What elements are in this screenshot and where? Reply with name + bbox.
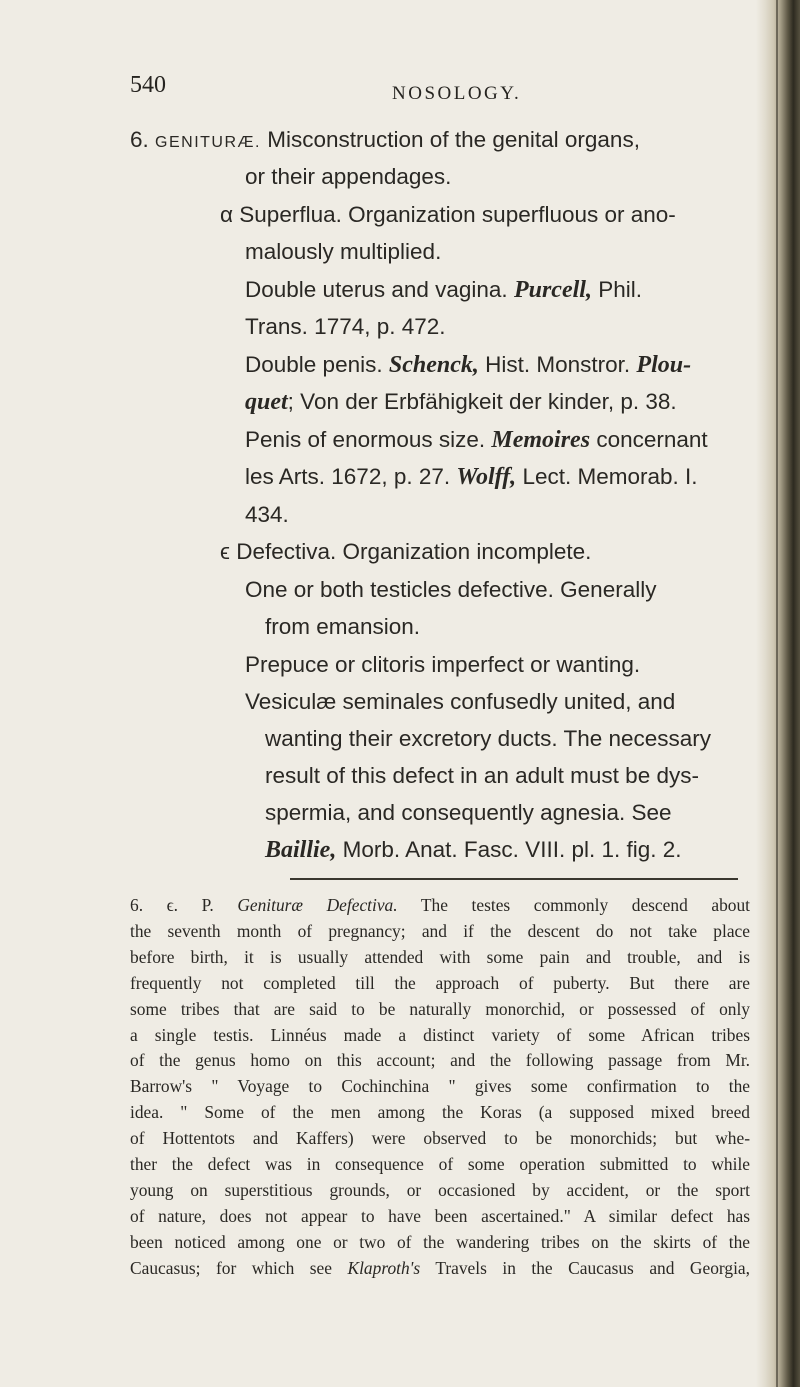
running-head: NOSOLOGY.: [392, 83, 522, 104]
footnote-line: [130, 1256, 750, 1282]
footnote-line: [130, 893, 750, 919]
entry-double-uterus-line-2: Trans. 1774, p. 472.: [245, 314, 446, 339]
entry-vesiculae-line-3: result of this defect in an adult must be dys-: [265, 763, 699, 788]
footnote-author: Klaproth's: [347, 1257, 421, 1278]
footnote-line: a single testis. Linnéus made a distinct variety of some African tribes: [130, 1024, 750, 1045]
entry-reference: ; Von der Erbfähigkeit der kinder, p. 38.: [287, 389, 677, 414]
footnote-line: some tribes that are said to be naturally monorchid, or possessed of only: [130, 998, 750, 1019]
footnote-line: of the genus homo on this account; and the following passage from Mr.: [130, 1050, 750, 1071]
footnote-line: the seventh month of pregnancy; and if the descent do not take place: [130, 920, 750, 941]
entry-vesiculae-line-2: wanting their excretory ducts. The necessary: [265, 726, 712, 751]
entry-work: Memoires: [491, 427, 591, 453]
footnote-prefix: 6. ϵ. P.: [130, 895, 214, 915]
entry-prepuce: Prepuce or clitoris imperfect or wanting.: [245, 652, 641, 677]
entry-testicles: One or both testicles defective. Generally: [245, 577, 657, 602]
footnote-text: Travels in the Caucasus and Georgia,: [435, 1257, 750, 1278]
variety-a-text: Superflua. Organization superfluous or ano-: [239, 202, 676, 227]
page-edge-line: [776, 0, 778, 1387]
entry-double-penis: [245, 352, 691, 379]
entry-author: Purcell,: [513, 277, 592, 303]
footnote-line: before birth, it is usually attended with some pain and trouble, and is: [130, 946, 750, 967]
variety-a: [220, 202, 676, 228]
entry-double-penis-line-2: [245, 389, 677, 416]
footnote: [130, 893, 750, 1282]
species-definition: Misconstruction of the genital organs,: [267, 127, 640, 152]
entry-reference: les Arts. 1672, p. 27.: [245, 464, 451, 489]
entry-author: Schenck,: [388, 352, 479, 378]
variety-a-line-2: malously multiplied.: [245, 239, 442, 264]
footnote-line: been noticed among one or two of the wandering tribes on the skirts of the: [130, 1231, 750, 1252]
footnote-rule: [290, 878, 738, 880]
entry-reference: Morb. Anat. Fasc. VIII. pl. 1. fig. 2.: [342, 837, 682, 862]
entry-testicles-line-2: from emansion.: [265, 614, 421, 639]
footnote-line: idea. " Some of the men among the Koras (a supposed mixed breed: [130, 1102, 750, 1123]
entry-vesiculae-line-5: [265, 837, 682, 864]
footnote-line: young on superstitious grounds, or occasioned by accident, or the sport: [130, 1179, 750, 1200]
footnote-line: of nature, does not appear to have been ascertained." A similar defect has: [130, 1205, 750, 1226]
entry-reference: Lect. Memorab. I.: [522, 464, 698, 489]
variety-a-letter: α: [220, 202, 234, 227]
entry-enormous-size-line-2: [245, 464, 698, 491]
entry-reference: Phil.: [598, 277, 642, 302]
entry-text: Penis of enormous size.: [245, 427, 486, 452]
entry-enormous-size-line-3: 434.: [245, 502, 289, 527]
page-number: 540: [130, 72, 166, 98]
footnote-line: of Hottentots and Kaffers) were observed to be monorchids; but whe-: [130, 1128, 750, 1149]
variety-b-letter: ϵ: [220, 539, 230, 564]
entry-author: Baillie,: [265, 837, 337, 863]
footnote-text: Caucasus; for which see: [130, 1257, 332, 1278]
footnote-line: Barrow's " Voyage to Cochinchina " gives some confirmation to the: [130, 1076, 750, 1097]
footnote-text: The testes commonly descend about: [420, 895, 750, 915]
entry-author: quet: [245, 389, 288, 415]
entry-reference: Hist. Monstror.: [485, 352, 631, 377]
footnote-line: ther the defect was in consequence of some operation submitted to while: [130, 1154, 750, 1175]
variety-b: [220, 539, 591, 565]
entry-vesiculae: Vesiculæ seminales confusedly united, and: [245, 689, 676, 714]
entry-author: Wolff,: [456, 464, 517, 490]
entry-author: Plou-: [636, 352, 692, 378]
variety-b-text: Defectiva. Organization incomplete.: [236, 539, 592, 564]
entry-double-uterus: [245, 277, 642, 304]
entry-text: Double penis.: [245, 352, 383, 377]
entry-enormous-size: [245, 427, 708, 454]
species-number: 6.: [130, 127, 149, 152]
page-edge-shadow: [756, 0, 800, 1387]
species-heading: [130, 127, 640, 153]
entry-vesiculae-line-4: spermia, and consequently agnesia. See: [265, 800, 672, 825]
footnote-title: Genituræ Defectiva.: [237, 895, 398, 915]
footnote-line: frequently not completed till the approach of puberty. But there are: [130, 972, 750, 993]
species-name: GENITURÆ.: [155, 134, 261, 151]
definition-line-2: or their appendages.: [245, 164, 452, 189]
entry-text: Double uterus and vagina.: [245, 277, 508, 302]
entry-reference: concernant: [596, 427, 708, 452]
